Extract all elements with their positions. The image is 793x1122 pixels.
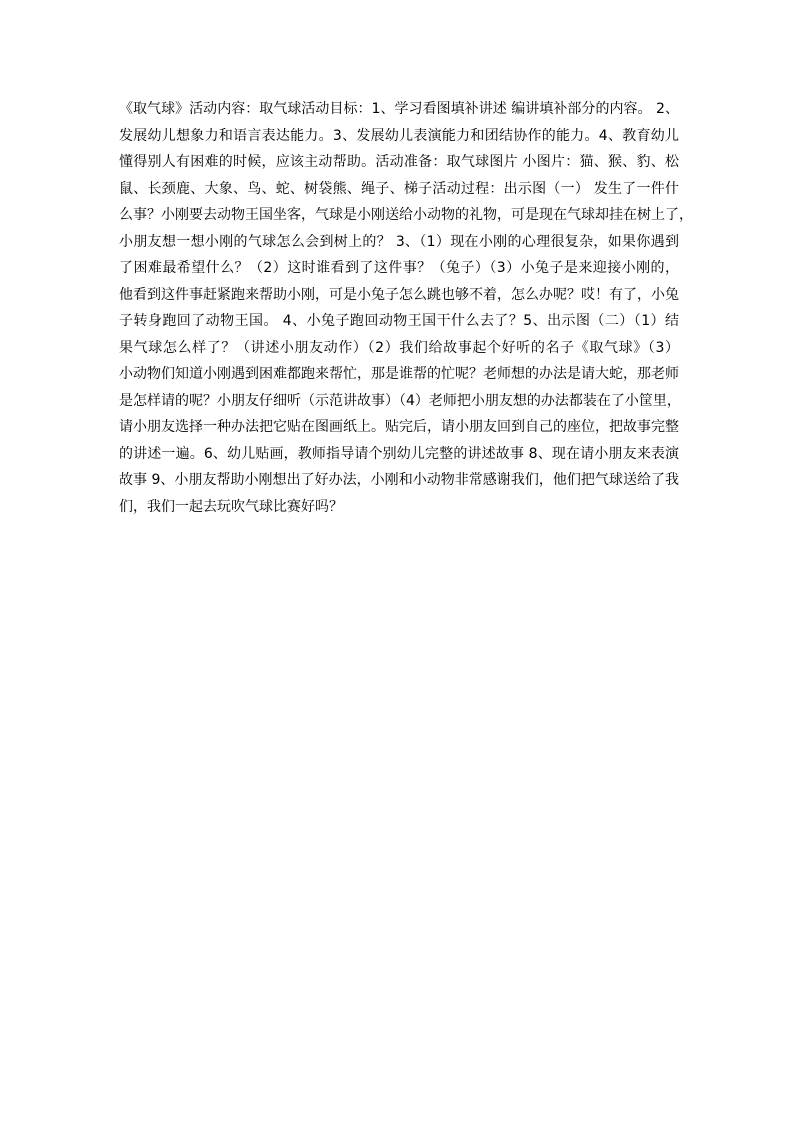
text-line-10: 果气球怎么样了？（讲述小朋友动作）（2）我们给故事起个好听的名子《取气球》（3）	[119, 339, 679, 356]
text-line-16: 们，我们一起去玩吹气球比赛好吗？	[119, 498, 343, 515]
text-line-12: 是怎样请的呢？小朋友仔细听（示范讲故事）（4）老师把小朋友想的办法都装在了小筐里，	[119, 392, 681, 409]
body-paragraph	[119, 96, 693, 520]
text-line-15: 故事 9、小朋友帮助小刚想出了好办法，小刚和小动物非常感谢我们，他们把气球送给了我	[119, 472, 679, 488]
text-line-9: 子转身跑回了动物王国。 4、小兔子跑回动物王国干什么去了？5、出示图（二）（1）结	[119, 313, 679, 329]
text-line-13: 请小朋友选择一种办法把它贴在图画纸上。贴完后，请小朋友回到自己的座位，把故事完整	[119, 419, 679, 435]
text-line-4: 鼠、长颈鹿、大象、鸟、蛇、树袋熊、绳子、梯子活动过程：出示图（一） 发生了一件什	[119, 180, 679, 197]
text-line-6: 小朋友想一想小刚的气球怎么会到树上的？ 3、（1）现在小刚的心理很复杂，如果你遇到	[119, 233, 679, 250]
text-line-2: 发展幼儿想象力和语言表达能力。3、发展幼儿表演能力和团结协作的能力。4、教育幼儿	[119, 127, 679, 144]
text-line-11: 小动物们知道小刚遇到困难都跑来帮忙，那是谁帮的忙呢？老师想的办法是请大蛇，那老师	[119, 366, 679, 382]
text-line-3: 懂得别人有困难的时候，应该主动帮助。活动准备：取气球图片 小图片：猫、猴、豹、松	[119, 154, 679, 170]
text-line-14: 的讲述一遍。6、幼儿贴画，教师指导请个别幼儿完整的讲述故事 8、现在请小朋友来表演	[119, 445, 679, 462]
text-line-8: 他看到这件事赶紧跑来帮助小刚，可是小兔子怎么跳也够不着，怎么办呢？哎！有了，小兔	[119, 286, 679, 303]
text-line-1: 《取气球》活动内容：取气球活动目标：1、学习看图填补讲述 编讲填补部分的内容。 2、	[119, 101, 679, 117]
text-line-5: 么事？小刚要去动物王国坐客，气球是小刚送给小动物的礼物，可是现在气球却挂在树上了，	[119, 207, 693, 223]
text-line-7: 了困难最希望什么？（2）这时谁看到了这件事？（兔子）（3）小兔子是来迎接小刚的，	[119, 260, 679, 276]
